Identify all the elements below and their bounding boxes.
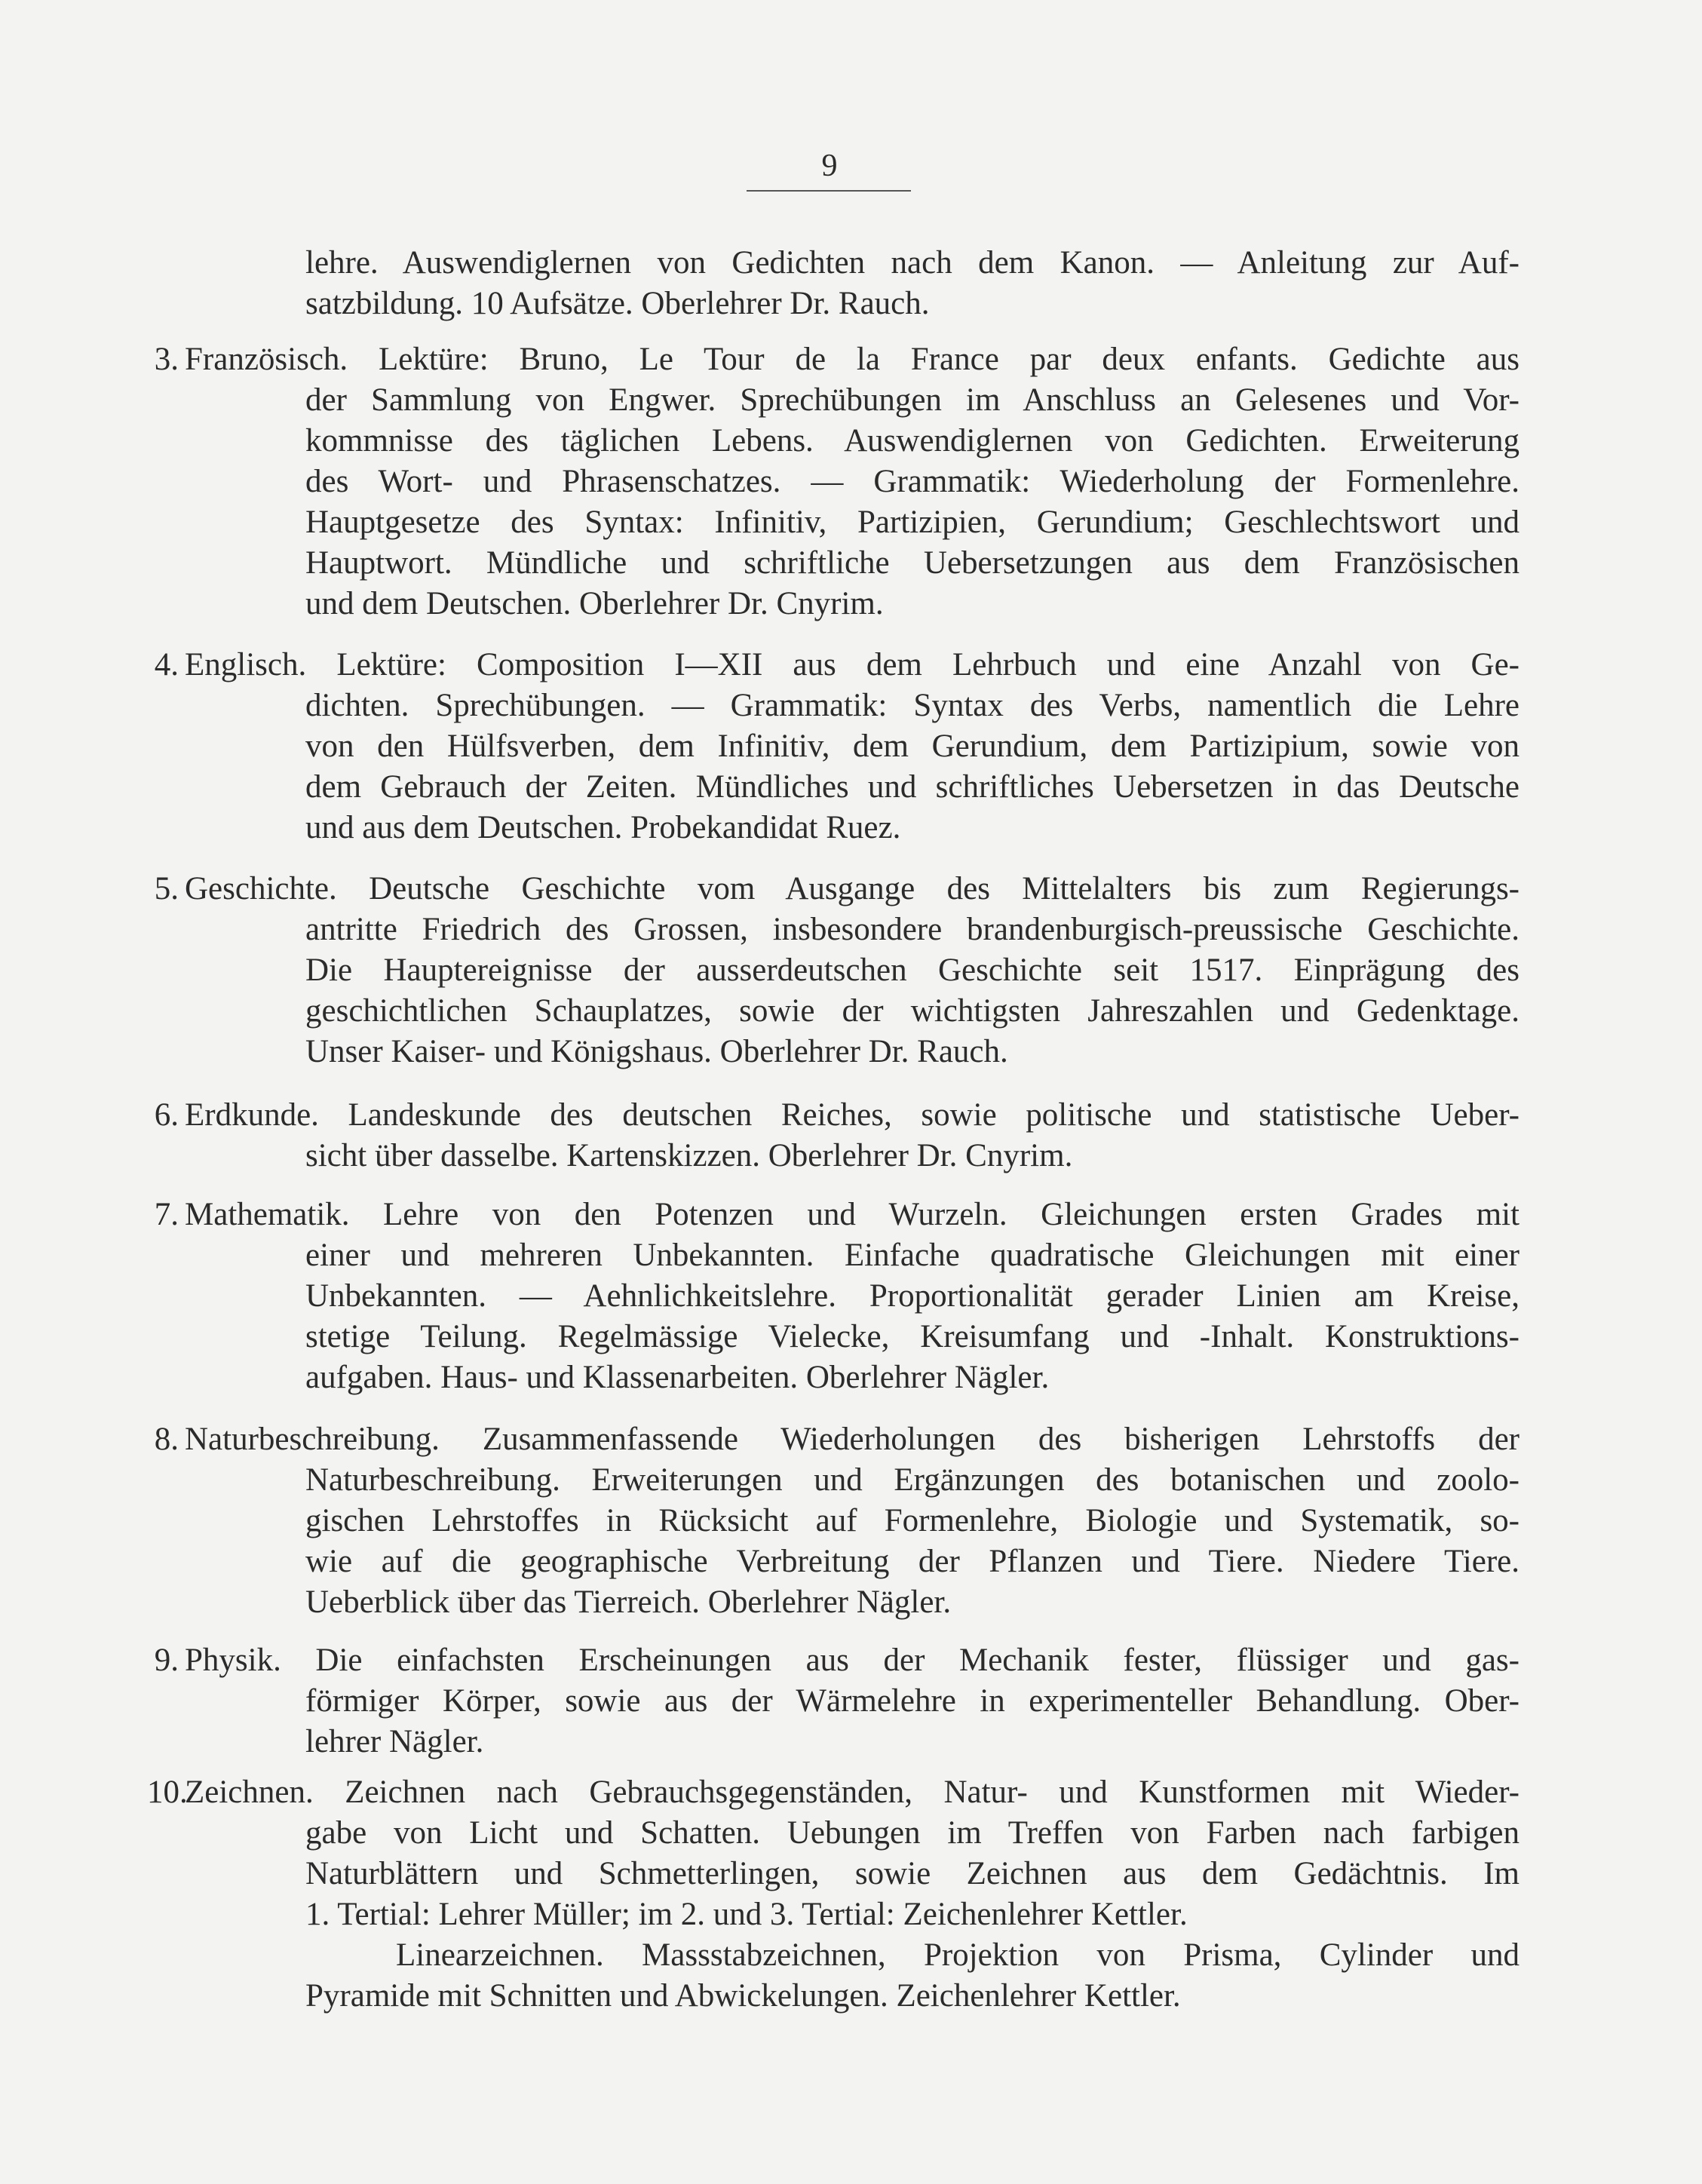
text-line: von den Hülfsverben, dem Infinitiv, dem Gerundium, dem Partizipium, sowie von (305, 729, 1520, 764)
text-line: Naturbeschreibung. Zusammenfassende Wiederholungen des bisherigen Lehrstoffs der (185, 1422, 1520, 1457)
text-line: dem Gebrauch der Zeiten. Mündliches und schriftliches Uebersetzen in das Deutsche (305, 769, 1520, 805)
text-line: stetige Teilung. Regelmässige Vielecke, Kreisumfang und -Inhalt. Konstruktions- (305, 1319, 1520, 1354)
text-line: Pyramide mit Schnitten und Abwickelungen. Zeichenlehrer Kettler. (305, 1978, 1181, 2014)
text-line: Unser Kaiser- und Königshaus. Oberlehrer Dr. Rauch. (305, 1034, 1008, 1069)
intro-paragraph (147, 243, 1520, 324)
section-erdkunde (147, 1095, 1520, 1176)
text-line: 1. Tertial: Lehrer Müller; im 2. und 3. Tertial: Zeichenlehrer Kettler. (305, 1897, 1188, 1932)
text-line: der Sammlung von Engwer. Sprechübungen im Anschluss an Gelesenes und Vor- (305, 382, 1520, 418)
text-line: lehre. Auswendiglernen von Gedichten nach dem Kanon. — Anleitung zur Auf- (305, 245, 1520, 281)
section-number: 10. (147, 1774, 188, 1810)
section-naturbeschreibung (147, 1419, 1520, 1623)
section-franzoesisch (147, 339, 1520, 624)
text-line: geschichtlichen Schauplatzes, sowie der wichtigsten Jahreszahlen und Gedenktage. (305, 993, 1520, 1029)
text-line: Englisch. Lektüre: Composition I—XII aus dem Lehrbuch und eine Anzahl von Ge- (185, 647, 1520, 682)
section-number: 6. (154, 1097, 179, 1133)
text-line: Geschichte. Deutsche Geschichte vom Ausgange des Mittelalters bis zum Regierungs- (185, 871, 1520, 906)
section-physik (147, 1640, 1520, 1762)
text-line: einer und mehreren Unbekannten. Einfache quadratische Gleichungen mit einer (305, 1238, 1520, 1273)
text-line: gischen Lehrstoffes in Rücksicht auf Formenlehre, Biologie und Systematik, so- (305, 1503, 1520, 1538)
text-line: Naturblättern und Schmetterlingen, sowie Zeichnen aus dem Gedächtnis. Im (305, 1856, 1520, 1891)
text-line: Erdkunde. Landeskunde des deutschen Reiches, sowie politische und statistische Ueber- (185, 1097, 1520, 1133)
text-line: Ueberblick über das Tierreich. Oberlehrer Nägler. (305, 1584, 952, 1620)
section-number: 9. (154, 1643, 179, 1678)
page-number-rule (747, 190, 911, 192)
text-line: und aus dem Deutschen. Probekandidat Ruez. (305, 810, 901, 845)
text-line: sicht über dasselbe. Kartenskizzen. Oberlehrer Dr. Cnyrim. (305, 1138, 1073, 1173)
section-number: 3. (154, 342, 179, 377)
text-line: Französisch. Lektüre: Bruno, Le Tour de la France par deux enfants. Gedichte aus (185, 342, 1520, 377)
page-number: 9 (821, 149, 838, 183)
section-number: 7. (154, 1197, 179, 1232)
text-line: Unbekannten. — Aehnlichkeitslehre. Proportionalität gerader Linien am Kreise, (305, 1278, 1520, 1314)
text-line: Physik. Die einfachsten Erscheinungen aus der Mechanik fester, flüssiger und gas- (185, 1643, 1520, 1678)
text-line: Die Hauptereignisse der ausserdeutschen Geschichte seit 1517. Einprägung des (305, 952, 1520, 988)
section-zeichnen (147, 1772, 1520, 2017)
text-line: wie auf die geographische Verbreitung der Pflanzen und Tiere. Niedere Tiere. (305, 1544, 1520, 1579)
text-line: kommnisse des täglichen Lebens. Auswendiglernen von Gedichten. Erweiterung (305, 423, 1520, 459)
section-number: 5. (154, 871, 179, 906)
text-line: gabe von Licht und Schatten. Uebungen im Treffen von Farben nach farbigen (305, 1815, 1520, 1851)
section-number: 4. (154, 647, 179, 682)
text-line: satzbildung. 10 Aufsätze. Oberlehrer Dr. Rauch. (305, 286, 930, 321)
text-line: antritte Friedrich des Grossen, insbesondere brandenburgisch-preussische Geschichte. (305, 912, 1520, 947)
text-line: Linearzeichnen. Massstabzeichnen, Projektion von Prisma, Cylinder und (396, 1937, 1520, 1973)
text-line: Mathematik. Lehre von den Potenzen und Wurzeln. Gleichungen ersten Grades mit (185, 1197, 1520, 1232)
text-line: Naturbeschreibung. Erweiterungen und Ergänzungen des botanischen und zoolo- (305, 1462, 1520, 1498)
text-line: Hauptgesetze des Syntax: Infinitiv, Partizipien, Gerundium; Geschlechtswort und (305, 505, 1520, 540)
text-line: lehrer Nägler. (305, 1724, 484, 1759)
text-line: Hauptwort. Mündliche und schriftliche Uebersetzungen aus dem Französischen (305, 545, 1520, 581)
text-line: des Wort- und Phrasenschatzes. — Grammatik: Wiederholung der Formenlehre. (305, 464, 1520, 499)
text-line: förmiger Körper, sowie aus der Wärmelehre in experimenteller Behandlung. Ober- (305, 1683, 1520, 1719)
text-line: und dem Deutschen. Oberlehrer Dr. Cnyrim. (305, 586, 884, 621)
section-englisch (147, 645, 1520, 848)
section-geschichte (147, 869, 1520, 1072)
text-line: dichten. Sprechübungen. — Grammatik: Syntax des Verbs, namentlich die Lehre (305, 688, 1520, 723)
text-line: Zeichnen. Zeichnen nach Gebrauchsgegenständen, Natur- und Kunstformen mit Wieder- (185, 1774, 1520, 1810)
section-number: 8. (154, 1422, 179, 1457)
section-mathematik (147, 1195, 1520, 1398)
text-line: aufgaben. Haus- und Klassenarbeiten. Oberlehrer Nägler. (305, 1360, 1050, 1395)
